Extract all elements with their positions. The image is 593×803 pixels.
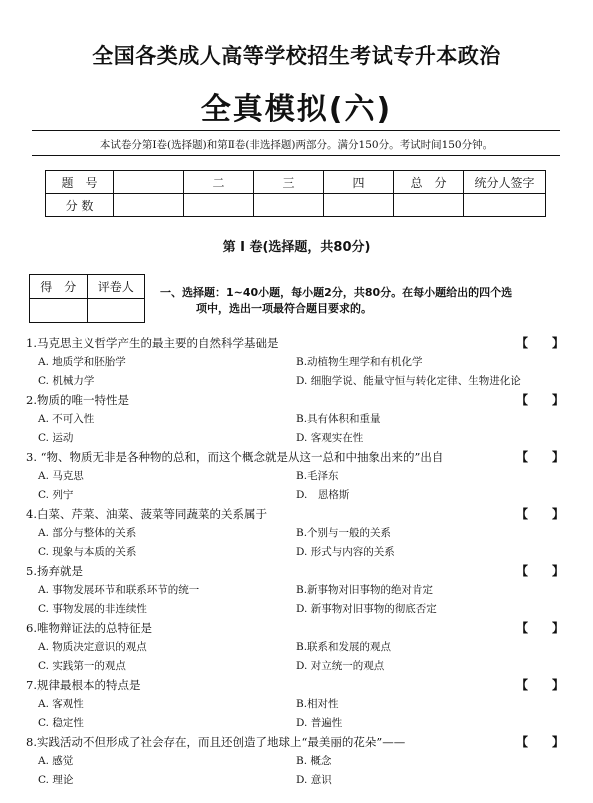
score-table-cell	[394, 194, 464, 217]
grader-score-label: 得 分	[30, 275, 88, 299]
score-table-header-row	[46, 171, 546, 194]
score-table-cell: 分 数	[46, 194, 114, 217]
question-stem: 6.唯物辩证法的总特征是	[26, 621, 152, 635]
answer-bracket: 【 】	[515, 336, 564, 350]
section-title: 第 Ⅰ 卷(选择题，共80分)	[222, 240, 371, 255]
answer-bracket: 【 】	[515, 564, 564, 578]
option-b: B.毛泽东	[296, 470, 339, 482]
score-table-cell	[254, 194, 324, 217]
exam-title: 全国各类成人高等学校招生考试专升本政治	[92, 44, 501, 68]
grader-box	[29, 274, 145, 323]
score-table-cell: 二	[184, 171, 254, 194]
option-a: A. 马克思	[38, 470, 84, 482]
option-a: A. 不可入性	[38, 413, 95, 425]
notice-divider	[32, 155, 560, 156]
option-d: D. 恩格斯	[296, 489, 350, 501]
score-table-cell: 统分人签字	[464, 171, 546, 194]
instructions-line-1: 一、选择题：1~40小题，每小题2分，共80分。在每小题给出的四个选	[160, 286, 513, 299]
question-stem: 7.规律最根本的特点是	[26, 678, 141, 692]
score-table-cell	[184, 194, 254, 217]
answer-bracket: 【 】	[515, 393, 564, 407]
option-d: D. 细胞学说、能量守恒与转化定律、生物进化论	[296, 375, 521, 387]
option-a: A. 物质决定意识的观点	[38, 641, 147, 653]
top-divider	[32, 130, 560, 131]
answer-bracket: 【 】	[515, 735, 564, 749]
option-b: B. 概念	[296, 755, 332, 767]
score-table-cell	[464, 194, 546, 217]
option-c: C. 运动	[38, 432, 74, 444]
score-table-cell: 四	[324, 171, 394, 194]
question-stem: 2.物质的唯一特性是	[26, 393, 129, 407]
option-c: C. 现象与本质的关系	[38, 546, 137, 558]
score-table-score-row	[46, 194, 546, 217]
answer-bracket: 【 】	[515, 507, 564, 521]
question-7	[26, 676, 566, 733]
question-3	[26, 448, 566, 505]
option-a: A. 感觉	[38, 755, 74, 767]
question-5	[26, 562, 566, 619]
grader-reviewer-label: 评卷人	[87, 275, 145, 299]
answer-bracket: 【 】	[515, 621, 564, 635]
grader-reviewer-cell	[87, 299, 145, 323]
score-table-cell: 三	[254, 171, 324, 194]
option-a: A. 客观性	[38, 698, 84, 710]
section-instructions	[160, 285, 560, 317]
option-a: A. 地质学和胚胎学	[38, 356, 126, 368]
option-d: D. 客观实在性	[296, 432, 364, 444]
score-table	[45, 170, 546, 217]
answer-bracket: 【 】	[515, 450, 564, 464]
instructions-line-2: 项中，选出一项最符合题目要求的。	[196, 302, 372, 315]
question-list	[26, 334, 566, 790]
option-b: B.个别与一般的关系	[296, 527, 392, 539]
score-table-cell: 题 号	[46, 171, 114, 194]
question-stem: 1.马克思主义哲学产生的最主要的自然科学基础是	[26, 336, 279, 350]
option-c: C. 列宁	[38, 489, 74, 501]
option-d: D. 新事物对旧事物的彻底否定	[296, 603, 437, 615]
question-1	[26, 334, 566, 391]
question-stem: 5.扬弃就是	[26, 564, 83, 578]
option-c: C. 稳定性	[38, 717, 84, 729]
option-b: B.动植物生理学和有机化学	[296, 356, 423, 368]
option-c: C. 机械力学	[38, 375, 95, 387]
question-2	[26, 391, 566, 448]
option-d: D. 对立统一的观点	[296, 660, 385, 672]
question-4	[26, 505, 566, 562]
option-c: C. 事物发展的非连续性	[38, 603, 147, 615]
option-c: C. 理论	[38, 774, 74, 786]
option-b: B.相对性	[296, 698, 339, 710]
option-d: D. 普遍性	[296, 717, 343, 729]
question-stem: 4.白菜、芹菜、油菜、菠菜等同蔬菜的关系属于	[26, 507, 267, 521]
option-b: B.具有体积和重量	[296, 413, 381, 425]
question-6	[26, 619, 566, 676]
answer-bracket: 【 】	[515, 678, 564, 692]
question-stem: 3. “物、物质无非是各种物的总和，而这个概念就是从这一总和中抽象出来的”出自	[26, 450, 444, 464]
option-a: A. 事物发展环节和联系环节的统一	[38, 584, 200, 596]
option-b: B.新事物对旧事物的绝对肯定	[296, 584, 434, 596]
score-table-cell	[114, 194, 184, 217]
question-8	[26, 733, 566, 790]
score-table-cell	[114, 171, 184, 194]
score-table-cell	[324, 194, 394, 217]
exam-subtitle: 全真模拟(六)	[200, 92, 393, 127]
question-stem: 8.实践活动不但形成了社会存在，而且还创造了地球上“最美丽的花朵”——	[26, 735, 406, 749]
score-table-cell: 总 分	[394, 171, 464, 194]
option-c: C. 实践第一的观点	[38, 660, 126, 672]
option-d: D. 形式与内容的关系	[296, 546, 395, 558]
exam-notice: 本试卷分第Ⅰ卷(选择题)和第Ⅱ卷(非选择题)两部分。满分150分。考试时间150分钟。	[99, 139, 494, 151]
option-b: B.联系和发展的观点	[296, 641, 392, 653]
option-d: D. 意识	[296, 774, 332, 786]
grader-score-cell	[30, 299, 88, 323]
option-a: A. 部分与整体的关系	[38, 527, 137, 539]
